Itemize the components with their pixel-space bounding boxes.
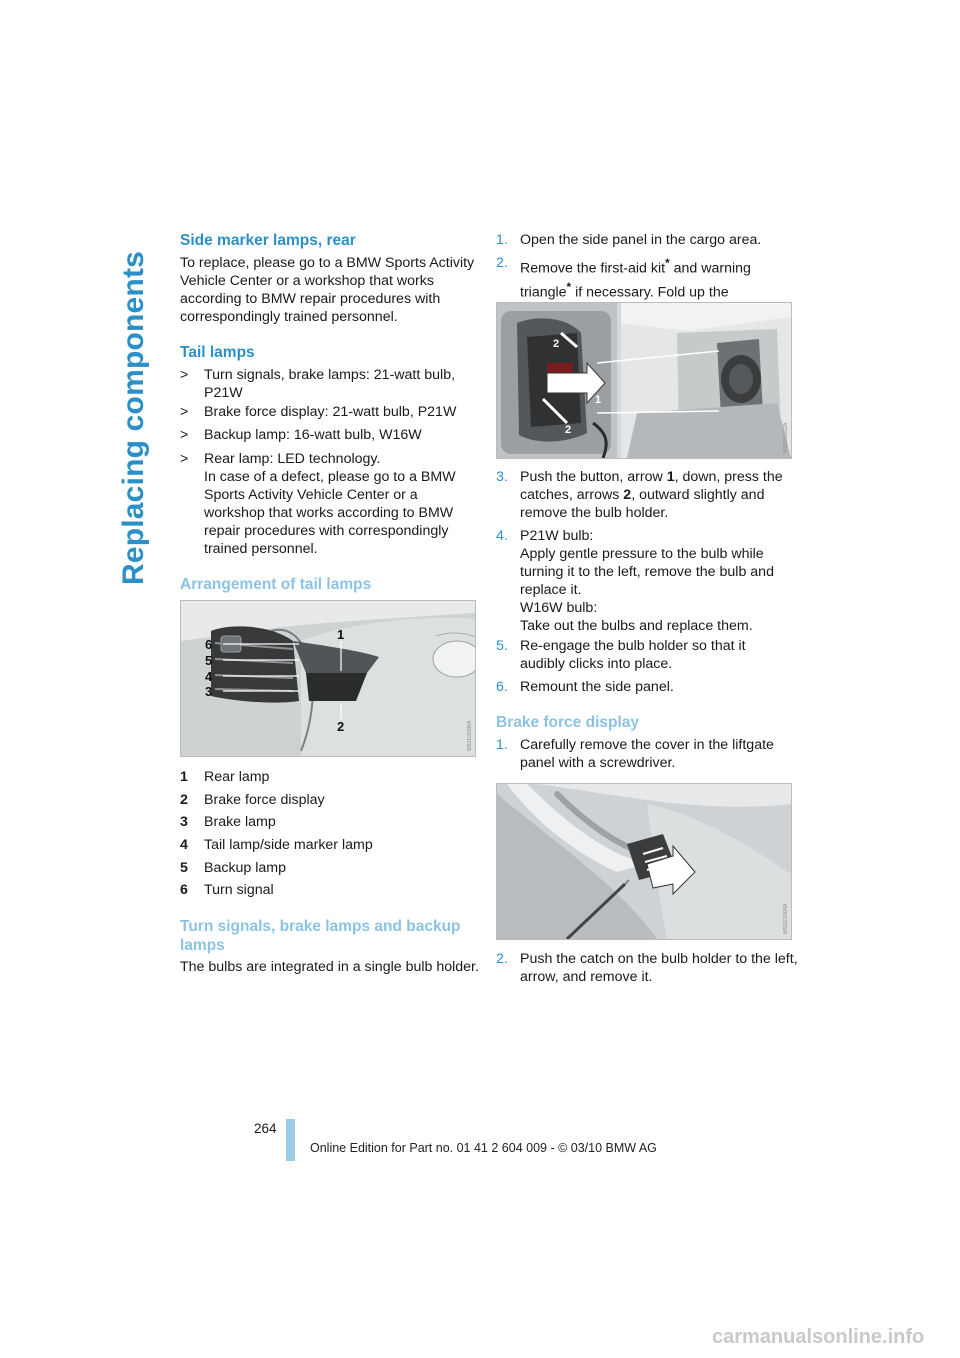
option-asterisk: * [566,279,572,294]
heading-brake-force-display: Brake force display [496,714,640,731]
legend-text: Turn signal [204,882,274,898]
bullet-text: Backup lamp: 16-watt bulb, W16W [204,427,422,443]
bulb-holder-image [496,302,792,459]
step-number: 2. [496,255,508,271]
heading-tail-lamps: Tail lamps [180,344,255,361]
legend-item [180,791,325,809]
legend-text: Backup lamp [204,860,287,876]
callout-1: 1 [337,627,345,642]
step-text: if necessary. Fold up the [575,284,729,301]
step-item [496,231,794,249]
image-code: W52101012A [783,422,789,453]
step-item [496,950,800,986]
step-text: Take out the bulbs and replace them. [520,618,753,634]
bulb-holder-illustration [497,303,791,458]
step-number: 3. [496,469,508,485]
image-code: W52101008A [467,720,473,751]
callout-1: 1 [595,394,602,406]
legend-item [180,813,276,831]
step-item [496,736,794,772]
step-item [496,678,794,696]
image-code: W52101005A [783,903,789,934]
step-text-bold: 2 [623,487,632,503]
bullet-text: Turn signals, brake lamps: 21-watt bulb, P21W [204,367,456,401]
paragraph-single-bulb-holder: The bulbs are integrated in a single bulb holder. [180,959,479,975]
chapter-side-title [112,0,156,1358]
step-text: Apply gentle pressure to the bulb while turning it to the left, remove the bulb and replace it. [520,546,774,598]
bullet-marker: > [180,404,189,420]
legend-key: 1 [180,769,188,785]
step-text: Push the button, arrow [520,469,667,485]
callout-2: 2 [337,719,345,734]
bullet-text: Rear lamp: LED technology. [204,451,381,467]
legend-text: Rear lamp [204,769,270,785]
callout-2-bottom: 2 [565,424,572,436]
tail-lamps-image [180,600,476,757]
option-asterisk: * [665,256,670,270]
callout-5: 5 [205,653,213,668]
page-number: 264 [254,1121,277,1136]
step-text: Remove the first-aid kit [520,260,666,277]
footer-accent-bar [286,1119,295,1161]
step-number: 6. [496,679,508,695]
legend-key: 3 [180,814,188,830]
step-text: and warning triangle [520,260,751,301]
step-item [496,527,794,635]
heading-side-marker-lamps: Side marker lamps, rear [180,232,356,249]
legend-key: 4 [180,837,188,853]
step-text: Remount the side panel. [520,679,674,695]
site-watermark: carmanualsonline.info [712,1326,925,1348]
callout-2-top: 2 [553,338,560,350]
heading-turn-signals: Turn signals, brake lamps and backup lamps [180,918,461,954]
step-number: 2. [496,951,508,967]
legend-text: Brake force display [204,792,325,808]
step-text: Re-engage the bulb holder so that it audibly clicks into place. [520,638,746,672]
liftgate-cover-illustration [497,784,791,939]
bullet-item [180,403,476,421]
bullet-item [180,426,476,444]
step-item [496,637,794,673]
liftgate-cover-image [496,783,792,940]
step-number: 4. [496,528,508,544]
chapter-title-text: Replacing components [117,250,150,586]
step-text: Push the catch on the bulb holder to the left, arrow, and remove it. [520,951,798,985]
legend-key: 6 [180,882,188,898]
bullet-item [180,366,476,402]
bullet-text-continued: In case of a defect, please go to a BMW Sports Activity Vehicle Center or a workshop that works according to BMW repair procedures with correspondingly trained personnel. [204,469,456,557]
bullet-marker: > [180,451,189,467]
legend-key: 5 [180,860,188,876]
callout-4: 4 [205,669,213,684]
step-number: 5. [496,638,508,654]
step-text: , down, press the catches, arrows [520,469,783,503]
legend-text: Tail lamp/side marker lamp [204,837,373,853]
bullet-marker: > [180,367,189,383]
legend-text: Brake lamp [204,814,276,830]
step-text: P21W bulb: [520,528,594,544]
tail-lamps-illustration [181,601,475,756]
step-number: 1. [496,232,508,248]
bullet-text: Brake force display: 21-watt bulb, P21W [204,404,457,420]
step-text: Open the side panel in the cargo area. [520,232,762,248]
legend-key: 2 [180,792,188,808]
callout-3: 3 [205,684,213,699]
bullet-item [180,450,476,558]
step-item [496,468,794,522]
footer-edition-text: Online Edition for Part no. 01 41 2 604 009 - © 03/10 BMW AG [310,1141,657,1155]
step-text: , outward slightly and remove the bulb holder. [520,487,765,521]
legend-item [180,859,286,877]
bullet-marker: > [180,427,189,443]
legend-item [180,881,274,899]
callout-6: 6 [205,637,213,652]
step-text-bold: 1 [666,469,675,485]
paragraph-side-marker: To replace, please go to a BMW Sports Activity Vehicle Center or a workshop that works according to BMW repair procedures with correspondingly trained personnel. [180,255,475,325]
step-text: Carefully remove the cover in the liftgate panel with a screwdriver. [520,737,774,771]
step-text: W16W bulb: [520,600,598,616]
heading-arrangement: Arrangement of tail lamps [180,576,372,593]
legend-item [180,768,269,786]
step-number: 1. [496,737,508,753]
legend-item [180,836,373,854]
